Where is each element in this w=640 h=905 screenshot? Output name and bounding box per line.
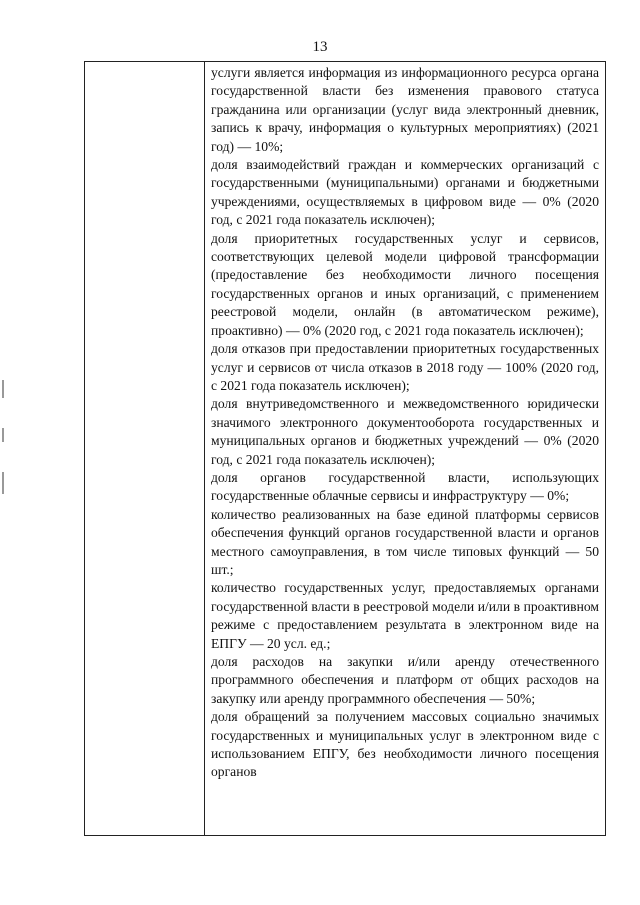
paragraph: услуги является информация из информационного ресурса органа государственной власти без изменения правового статуса гражданина или организации (услуг вида электронный дневник, запись к врачу, информация о культурных мероприятиях) (2021 год) — 10%; bbox=[211, 65, 599, 154]
paragraph: количество реализованных на базе единой платформы сервисов обеспечения функций органов государственной власти и органов местного самоуправления, в том числе типовых функций — 50 шт.; bbox=[211, 506, 599, 577]
page-number: 13 bbox=[312, 39, 328, 55]
paragraph: доля внутриведомственного и межведомственного юридически значимого электронного документооборота государственных и муниципальных органов и бюджетных учреждений — 0% (2020 год, с 2021 года показатель исключен); bbox=[211, 396, 599, 467]
document-table bbox=[84, 61, 606, 836]
paragraph: количество государственных услуг, предоставляемых органами государственной власти в реестровой модели и/или в проактивном режиме с предоставлением результата в электронном виде на ЕПГУ — 20 усл. ед.; bbox=[211, 580, 599, 651]
column-divider bbox=[204, 62, 205, 835]
paragraph: доля обращений за получением массовых социально значимых государственных и муниципальных услуг в электронном виде с использованием ЕПГУ, без необходимости личного посещения органов bbox=[211, 709, 599, 780]
scan-margin-marks bbox=[2, 380, 8, 580]
table-text-cell bbox=[211, 64, 599, 782]
paragraph: доля взаимодействий граждан и коммерческих организаций с государственными (муниципальными) органами и бюджетными учреждениями, осуществляемых в цифровом виде — 0% (2020 год, с 2021 года показатель исключен); bbox=[211, 157, 599, 228]
paragraph: доля приоритетных государственных услуг и сервисов, соответствующих целевой модели цифровой трансформации (предоставление без необходимости личного посещения государственных органов и иных организаций, с применением реестровой модели, онлайн (в автоматическом режиме), проактивно) — 0% (2020 год, с 2021 года показатель исключен); bbox=[211, 230, 599, 338]
paragraph: доля органов государственной власти, использующих государственные облачные сервисы и инфраструктуру — 0%; bbox=[211, 469, 599, 504]
paragraph: доля расходов на закупки и/или аренду отечественного программного обеспечения и платформ от общих расходов на закупку или аренду программного обеспечения — 50%; bbox=[211, 654, 599, 706]
paragraph: доля отказов при предоставлении приоритетных государственных услуг и сервисов от числа отказов в 2018 году — 100% (2020 год, с 2021 года показатель исключен); bbox=[211, 341, 599, 393]
